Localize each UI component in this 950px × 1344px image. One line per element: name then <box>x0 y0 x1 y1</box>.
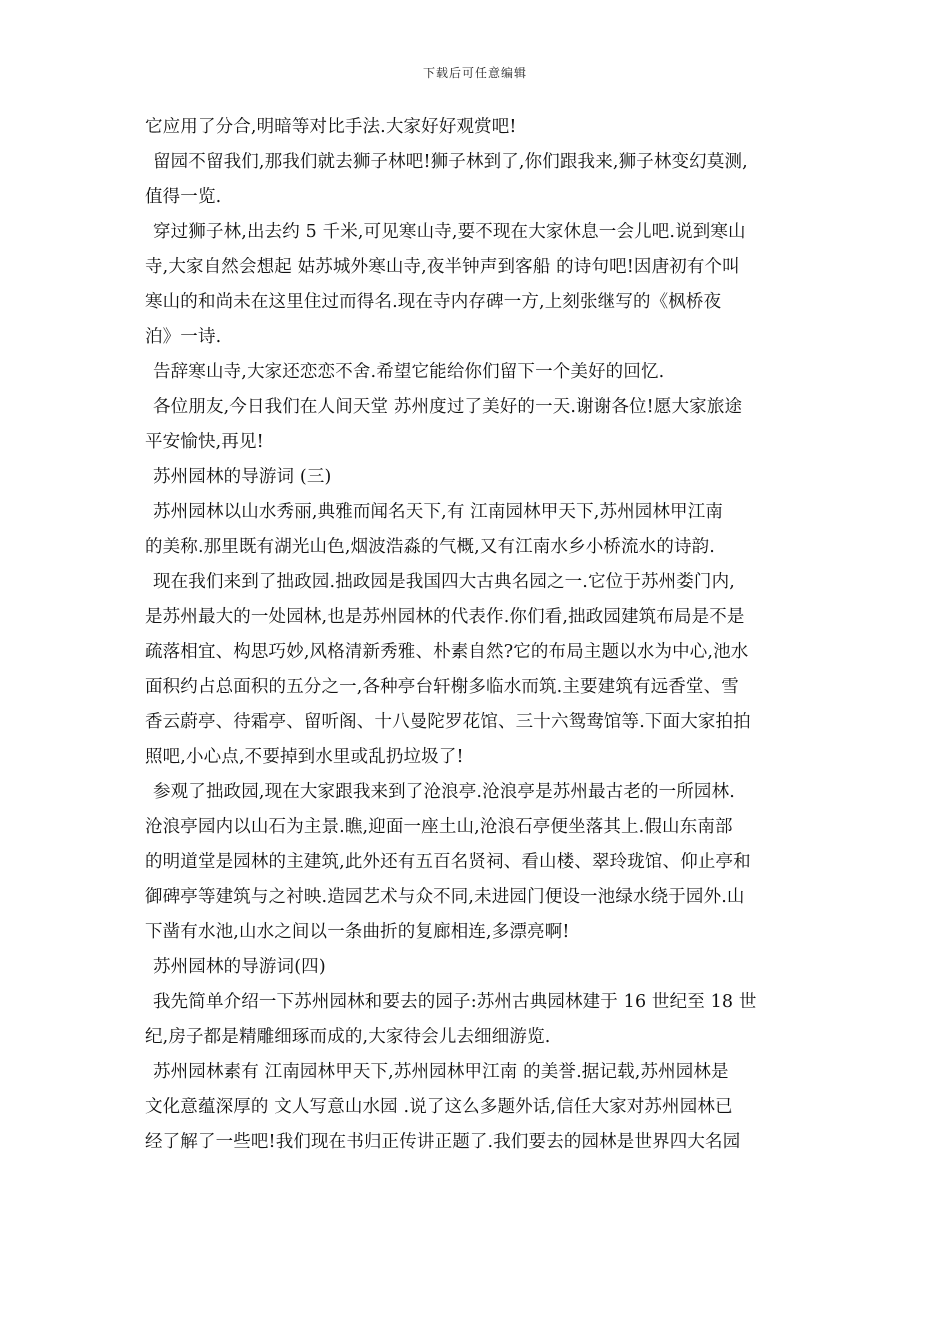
text-line: 经了解了一些吧!我们现在书归正传讲正题了.我们要去的园林是世界四大名园 <box>145 1132 741 1152</box>
text-line: 文化意蕴深厚的 文人写意山水园 .说了这么多题外话,信任大家对苏州园林已 <box>145 1097 733 1117</box>
text-line: 下凿有水池,山水之间以一条曲折的复廊相连,多漂亮啊! <box>145 922 570 942</box>
section-heading: 苏州园林的导游词(四) <box>153 957 326 977</box>
document-body <box>145 110 810 1160</box>
text-line: 我先简单介绍一下苏州园林和要去的园子:苏州古典园林建于 16 世纪至 18 世 <box>153 992 757 1012</box>
page-header: 下载后可任意编辑 <box>422 66 527 80</box>
text-line: 它应用了分合,明暗等对比手法.大家好好观赏吧! <box>145 117 517 137</box>
text-line: 参观了拙政园,现在大家跟我来到了沧浪亭.沧浪亭是苏州最古老的一所园林. <box>153 782 735 802</box>
text-line: 疏落相宜、构思巧妙,风格清新秀雅、朴素自然?它的布局主题以水为中心,池水 <box>145 642 749 662</box>
text-line: 面积约占总面积的五分之一,各种亭台轩榭多临水而筑.主要建筑有远香堂、雪 <box>145 677 739 697</box>
text-line: 泊》一诗. <box>145 327 222 347</box>
text-line: 纪,房子都是精雕细琢而成的,大家待会儿去细细游览. <box>145 1027 551 1047</box>
text-line: 御碑亭等建筑与之衬映.造园艺术与众不同,未进园门便设一池绿水绕于园外.山 <box>145 887 745 907</box>
text-line: 寺,大家自然会想起 姑苏城外寒山寺,夜半钟声到客船 的诗句吧!因唐初有个叫 <box>145 257 740 277</box>
text-line: 值得一览. <box>145 187 222 207</box>
text-line: 照吧,小心点,不要掉到水里或乱扔垃圾了! <box>145 747 464 767</box>
text-line: 穿过狮子林,出去约 5 千米,可见寒山寺,要不现在大家休息一会儿吧.说到寒山 <box>153 222 746 242</box>
text-line: 苏州园林以山水秀丽,典雅而闻名天下,有 江南园林甲天下,苏州园林甲江南 <box>153 502 723 522</box>
section-heading: 苏州园林的导游词 (三) <box>153 467 332 487</box>
text-line: 的明道堂是园林的主建筑,此外还有五百名贤祠、看山楼、翠玲珑馆、仰止亭和 <box>145 852 751 872</box>
text-line: 香云蔚亭、待霜亭、留听阁、十八曼陀罗花馆、三十六鸳鸯馆等.下面大家拍拍 <box>145 712 751 732</box>
text-line: 是苏州最大的一处园林,也是苏州园林的代表作.你们看,拙政园建筑布局是不是 <box>145 607 745 627</box>
text-line: 各位朋友,今日我们在人间天堂 苏州度过了美好的一天.谢谢各位!愿大家旅途 <box>153 397 743 417</box>
text-line: 沧浪亭园内以山石为主景.瞧,迎面一座土山,沧浪石亭便坐落其上.假山东南部 <box>145 817 733 837</box>
text-line: 平安愉快,再见! <box>145 432 264 452</box>
text-line: 告辞寒山寺,大家还恋恋不舍.希望它能给你们留下一个美好的回忆. <box>153 362 665 382</box>
text-line: 留园不留我们,那我们就去狮子林吧!狮子林到了,你们跟我来,狮子林变幻莫测, <box>153 152 748 172</box>
text-line: 的美称.那里既有湖光山色,烟波浩淼的气概,又有江南水乡小桥流水的诗韵. <box>145 537 715 557</box>
text-line: 寒山的和尚未在这里住过而得名.现在寺内存碑一方,上刻张继写的《枫桥夜 <box>145 292 722 312</box>
text-line: 苏州园林素有 江南园林甲天下,苏州园林甲江南 的美誉.据记载,苏州园林是 <box>153 1062 729 1082</box>
text-line: 现在我们来到了拙政园.拙政园是我国四大古典名园之一.它位于苏州娄门内, <box>153 572 735 592</box>
